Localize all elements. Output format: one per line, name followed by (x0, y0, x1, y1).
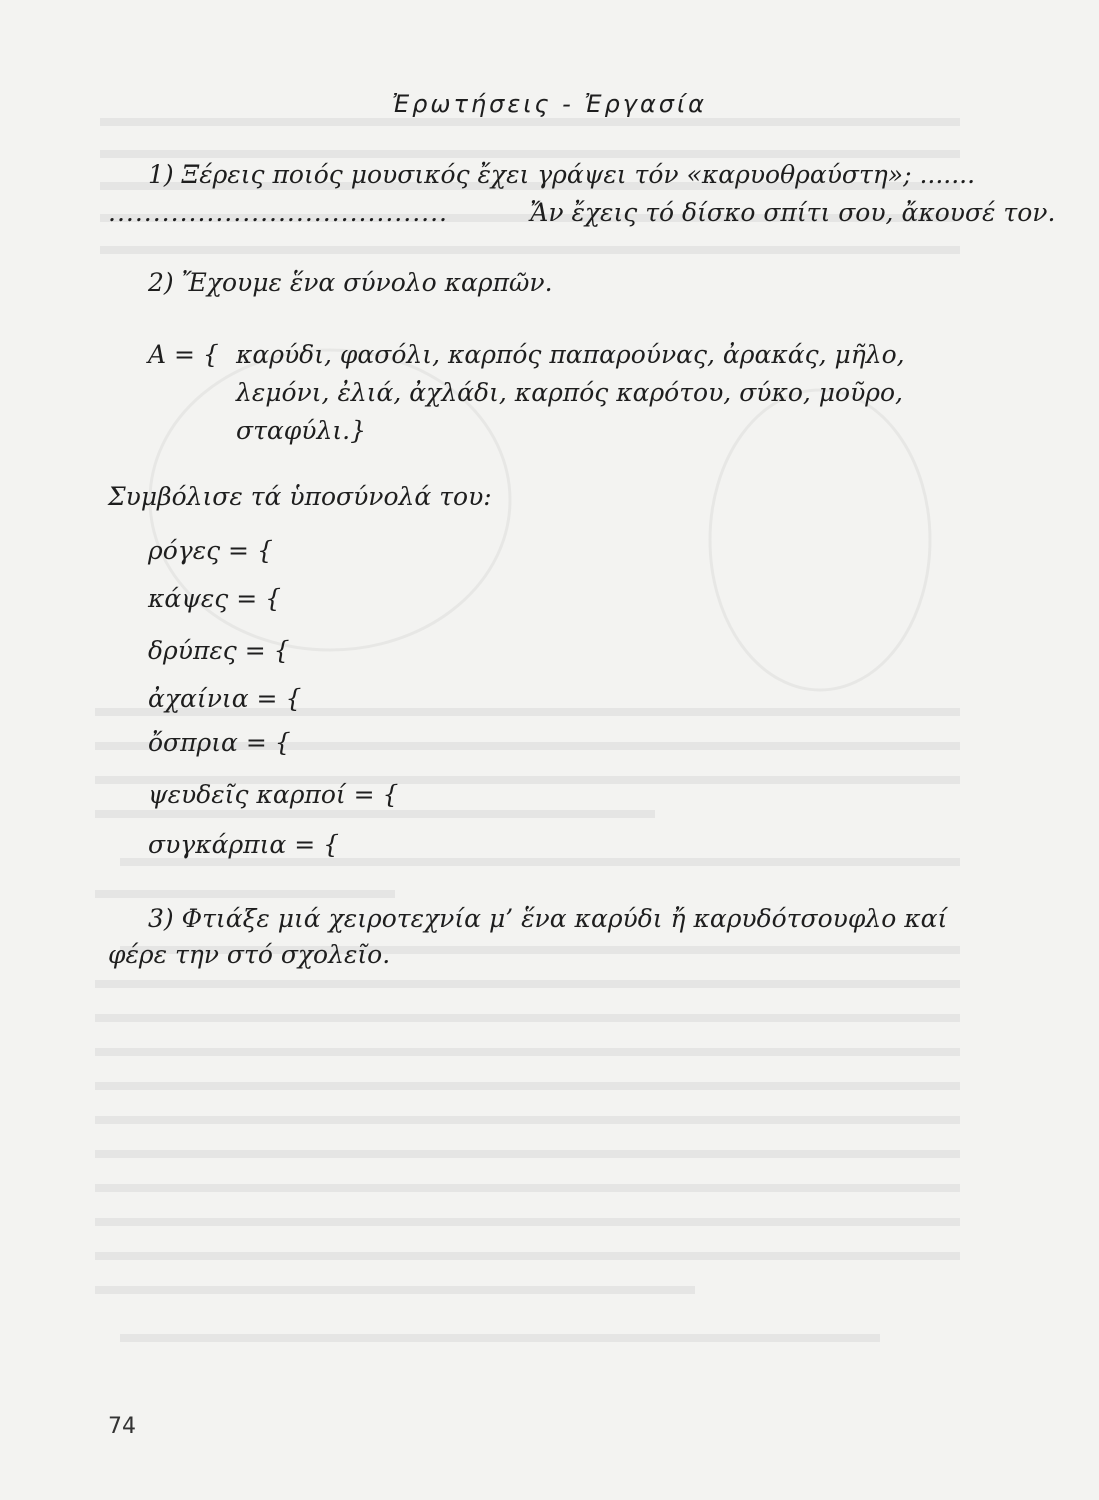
question-1-line-2: Ἄν ἔχεις τό δίσκο σπίτι σου, ἄκουσέ τον. (530, 198, 1056, 227)
set-line-1: καρύδι, φασόλι, καρπός παπαρούνας, ἀρακάς, μῆλο, (236, 340, 905, 369)
subset-item: ψευδεῖς καρποί = { (148, 780, 399, 809)
subset-item: ἀχαίνια = { (148, 684, 302, 713)
question-1-dots: ...................................... (108, 198, 448, 227)
question-3-line-1: 3) Φτιάξε μιά χειροτεχνία μ’ ἕνα καρύδι ἤ καρυδότσουφλο καί (148, 904, 948, 933)
set-line-2: λεμόνι, ἐλιά, ἀχλάδι, καρπός καρότου, σύκο, μοῦρο, (236, 378, 903, 407)
subset-item: ρόγες = { (148, 536, 273, 565)
set-label: A = { (148, 340, 219, 369)
subset-item: ὄσπρια = { (148, 728, 291, 757)
question-3-line-2: φέρε την στό σχολεῖο. (108, 940, 391, 969)
subset-instruction: Συμβόλισε τά ὑποσύνολά του: (108, 482, 492, 511)
page-title: Ἐρωτήσεις - Ἐργασία (392, 90, 707, 118)
subset-item: κάψες = { (148, 584, 282, 613)
set-line-3: σταφύλι.} (236, 416, 366, 445)
question-1-line-1: 1) Ξέρεις ποιός μουσικός ἔχει γράψει τόν «καρυοθραύστη»; ....... (148, 160, 976, 189)
question-2-intro: 2) Ἔχουμε ἕνα σύνολο καρπῶν. (148, 268, 553, 297)
page-number: 74 (108, 1414, 136, 1439)
subset-item: συγκάρπια = { (148, 830, 340, 859)
subset-item: δρύπες = { (148, 636, 290, 665)
